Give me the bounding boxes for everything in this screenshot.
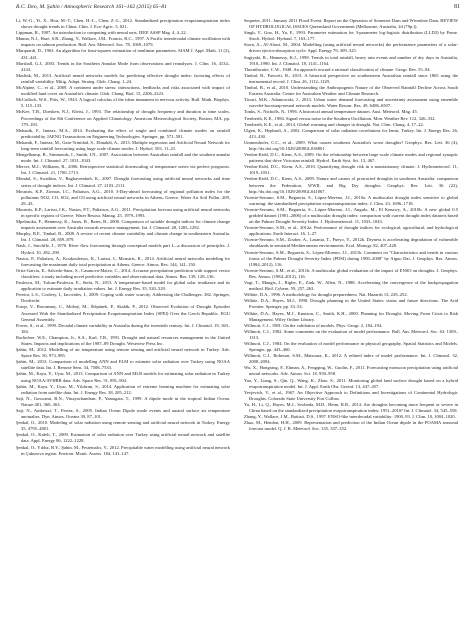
- reference-entry: Verdon-Kidd, D.C., Kiem, A.S., 2010. Quantifying drought risk in a nonstationary climate. J. Hydrometeorol. 11, 1019–1031.: [244, 164, 458, 176]
- references-column-right: [244, 18, 458, 626]
- reference-entry: Wilhite, D.A., 1996. A methodology for drought preparedness. Nat. Hazards 13, 229–252.: [244, 292, 408, 298]
- reference-entry: Trenberth, K.E., 1984. Signal versus noise in the Southern Oscillation. Mon. Weather Rev. 112, 326–332.: [244, 115, 436, 121]
- page-number: 81: [454, 4, 460, 10]
- reference-entry: Singh, V., Guo, H., Yu, F., 1993. Parameter estimation for 3-parameter log-logistic distribution (LLD3) by Pome. Stoch. Hydrol. Hydraul. 7, 163–177.: [244, 30, 458, 42]
- reference-entry: Vicente-Serrano, S.M., et al., 2012a. Performance of drought indices for ecological, agricultural, and hydrological applications. Earth Interact. 16, 1–27.: [244, 225, 458, 237]
- reference-entry: Vicente-Serrano, S.M., Beguería, S., López-Moreno, J.I., 2010a. A multiscalar drought index sensitive to global warming: the standardized precipitation evapotranspiration index. J. Clim. 23, 1696–1718.: [244, 194, 458, 206]
- reference-entry: Manna, N.J., Hare, S.R., Zhang, Y., Wallace, J.M., Francis, R.C., 1997. A Pacific interdecadal climate oscillation with impacts on salmon production. Bull. Am. Meteorol. Soc. 78, 1069–1079.: [16, 36, 230, 48]
- reference-entry: Şahin, M., 2013. Comparison of modelling ANN and ELM to estimate solar radiation over Turkey using NOAA satellite data. Int. J. Remote Sens. 34, 7508–7533.: [16, 359, 230, 371]
- reference-entry: Li, W.-G., Yi, X., Hou, M.-T., Chen, H.-L., Chen, Z.-L., 2012. Standardized precipitation evapotranspiration index shows drought trends in China. Chin. J. Eco-Agric. 5, 021.: [16, 18, 230, 30]
- reference-entry: Marshall, G.J., 2003. Trends in the Southern Annular Mode from observations and reanalyses. J. Clim. 16, 4134–4143.: [16, 60, 230, 72]
- reference-entry: Moustris, K.P., Larissi, I.K., Nastos, P.T., Paliatsos, A.G., 2011. Precipitation forecast using artificial neural networks in specific regions of Greece. Water Resour. Manag. 25, 1979–1993.: [16, 206, 230, 218]
- reference-entry: Maslink, M., 2013. Artificial neural networks models for predicting effective drought index: factoring effects of rainfall variability. Mitig. Adapt. Strateg. Glob. Chang. 1–24.: [16, 72, 230, 84]
- reference-entry: Mercer, M.J., Williams, R., 2006. Retrospective statistical downscaling of temperature series via perfect prognosis. Int. J. Climatol. 21, 1700–1713.: [16, 164, 230, 176]
- reference-entry: Marquardt, D., 1963. An algorithm for least-squares estimation of nonlinear parameters. SIAM J. Appl. Math. 11 (2), 431–441.: [16, 48, 230, 60]
- reference-entry: Şenkal, O., 2010. Modeling of solar radiation using remote sensing and artificial neural network in Turkey. Energy 35, 4795–4801.: [16, 420, 230, 432]
- reference-entry: Yao, Y., Liang, S., Qin, Q., Wang, K., Zhao, S., 2011. Monitoring global land surface drought based on a hybrid evapotranspiration model. Int. J. Appl. Earth Obs. Geoinf. 13, 447–457.: [244, 377, 458, 389]
- reference-entry: Wilhite, D.A., Hayes, M.J., 1998. Drought planning in the United States: status and future directions. The Arid Frontier. Springer, pp. 33–54.: [244, 298, 458, 310]
- reference-entry: Şahin, M., 2012. Modelling of air temperature using remote sensing and artificial neural network in Turkey. Adv. Space Res. 50, 973–985.: [16, 347, 230, 359]
- reference-entry: Power, S., et al., 1999. Decadal climate variability in Australia during the twentieth century. Int. J. Climatol. 19, 169–184.: [16, 322, 230, 334]
- reference-entry: Ummenhofer, C.C., et al., 2009. What causes southeast Australia's worst droughts? Geophys. Res. Lett. 36 (4), http://dx.doi.org/10.1029/2008GL036801.: [244, 139, 458, 151]
- page-header: [0, 0, 474, 18]
- running-head: R.C. Deo, M. Şahin / Atmospheric Research 161–162 (2015) 65–81: [16, 4, 167, 10]
- reference-entry: Mekanik, F., Imteaz, M., Gato-Trinidad, S., Elmahdi, A., 2013. Multiple regression and Artificial Neural Network for long-term rainfall forecasting using large scale climate modes. J. Hydrol. 503, 11–21.: [16, 139, 230, 151]
- reference-entry: Trenberth, K.E., et al., 2014. Global warming and changes in drought. Nat. Clim. Chang. 4, 17–22.: [244, 121, 424, 127]
- reference-entry: McAlpine, C., et al., 2009. A continent under stress: interactions, feedbacks and risks associated with impact of modified land cover on Australia's climate. Glob. Chang. Biol. 15, 2206–2223.: [16, 85, 230, 97]
- reference-entry: Thornthwaite, C.W., 1948. An approach toward a rational classification of climate. Geogr. Rev. 55–94.: [244, 66, 431, 72]
- reference-entry: Şenkal, O., Kuleli, T., 2009. Estimation of solar radiation over Turkey using artificial neural network and satellite data. Appl. Energy 86, 1222–1228.: [16, 432, 230, 444]
- reference-entry: Lippman, R., 1987. An introduction to computing with neural nets. IEEE ASSP Mag. 4, 4–22.: [16, 30, 187, 36]
- reference-entry: Timbal, B., et al., 2010. Understanding the Anthropogenic Nature of the Observed Rainfall Decline Across South Eastern Australia. Centre for Australian Weather and Climate Research.: [244, 85, 458, 97]
- reference-entry: Saji, N., Ambrizzi, T., Ferraz, S., 2005. Indian Ocean Dipole mode events and austral surface air temperature anomalies. Dyn. Atmos. Oceans 39, 87–101.: [16, 408, 230, 420]
- reference-entry: Rorhofere, W.E., Champion, Jr., S.A., Karl, T.R., 1991. Drought and natural resources management in the United States. Impacts and implications of the 1987–89 Drought. Westview Press Inc.: [16, 334, 230, 346]
- reference-entry: Zhang, Y., Wallace, J.M., Battisti, D.S., 1997. ENSO-like interdecadal variability: 1900–93. J. Clim. 10, 1004–1020.: [244, 414, 456, 420]
- reference-entry: Vogt, T., Mangis, J., Rigler, E., Zink, W., Allen, N., 1988. Accelerating the convergence of the backpropagation method. Biol. Cybern. 59, 257–263.: [244, 280, 458, 292]
- reference-entry: Storn, A., Al-Alawi, M., 2004. Modelling (using artificial neural networks) the performance parameters of a solar-driven ejector-absorption cycle. Appl. Energy 79, 309–325.: [244, 42, 458, 54]
- reference-entry: Wu, X., Hongxing, F., Ehman, A., Fengqing, W., Guolin, F., 2011. Forecasting monsoon precipitation using artificial neural networks. Adv. Atmos. Sci. 18, 950–958.: [244, 365, 458, 377]
- reference-entry: Pereira, L.S., Cordery, I., Iacovides, I., 2009. Coping with water scarcity. Addressing the Challenges. 382. Springer, Dordrecht.: [16, 292, 230, 304]
- reference-entry: Willmott, C.J., 1981. On the validation of models. Phys. Geogr. 2, 184–194.: [244, 322, 383, 328]
- reference-entry: Willmott, C.J., Robeson, S.M., Matsuura, K., 2012. A refined index of model performance. Int. J. Climatol. 32, 2088–2094.: [244, 353, 458, 365]
- reference-entry: Vicente-Serrano, S.M., Beguería, S., López-Moreno, J.I., 2011b. Comment on "Characteristics and trends in various forms of the Palmer Drought Severity Index (PDSI) during 1900–2008" by Aiguo Dai. J. Geophys. Res. Atmos. (1984–2012), 116.: [244, 249, 458, 267]
- reference-entry: Murphy, B.F., Timbal, B., 2008. A review of recent climate variability and climate change in southeastern Australia. Int. J. Climatol. 28, 859–879.: [16, 231, 230, 243]
- reference-entry: Mengelkamp, B., Simmonds, I., Smith, I.N., 2007. Association between Australian rainfall and the southern annular mode. Int. J. Climatol. 27, 1031–1043.: [16, 152, 230, 164]
- reference-entry: Yu, H., Li, Q., Hayes, M.J., Svoboda, M.D., Heim, R.R., 2014. Are droughts becoming more frequent or severe in China based on the standardized precipitation evapotranspiration index: 1951–2010? Int. J. Climatol. 34, 545–558.: [244, 401, 458, 413]
- reference-entry: Willmott, C.J., 1984. On the evaluation of model performance in physical geography. Spatial Statistics and Models. Springer, pp. 443–460.: [244, 340, 458, 353]
- reference-entry: Verdon-Kidd, D.C., Kiem, A.S., 2009. Nature and causes of protracted droughts in southeast Australia: comparison between the Federation, WWII, and Big Dry droughts. Geophys. Res. Lett. 36 (22), http://dx.doi.org/10.1029/2009GL041067.: [244, 176, 458, 194]
- reference-entry: Mondal, S., Swathim, V., Raghavendarh, K., 2007. Drought forecasting using artificial neural networks and time series of drought indices. Int. J. Climatol. 27, 2103–2111.: [16, 176, 230, 188]
- reference-entry: Vicente-Serrano, S.M., et al., 2011b. A multiscalar global evaluation of the impact of ENSO on droughts. J. Geophys. Res. Atmos. (1984–2012), 116.: [244, 267, 458, 279]
- reference-entry: Timbal, B., Fawcett, R., 2013. A historical perspective on southeastern Australian rainfall since 1865 using the instrumental record. J. Clim. 26, 1112–1129.: [244, 72, 458, 84]
- reference-entry: Willmott, C.J., 1982. Some comments on the evaluation of model performance. Bull. Am. Meteorol. Soc. 63, 1309–1313.: [244, 328, 458, 340]
- reference-entry: Tiwari, M.K., Adamowski, J., 2013. Urban water demand forecasting and uncertainty assessment using ensemble wavelet-bootstrap-neural network models. Water Resour. Res. 49, 6486–6507.: [244, 97, 458, 109]
- reference-entry: Sequeter, 2011. January 2011 Flood Event: Report on the Operation of Somerset Dam and Wivenhoe Dam. REVIEW OF HYDROLOGICAL ISSUES Queensland Government (Melbourne, Australia, 2d (79p.)).: [244, 18, 458, 30]
- reference-entry: Mekanik, F., Imteaz, M.A., 2014. Evaluating the effect of single and combined climate modes on rainfall predictability. IAENG Transactions on Engineering Technologies. Springer, pp. 571–581.: [16, 127, 230, 139]
- reference-entry: Şenkal, O., Yıldız, B.Y., Şahin, M., Pestemalcı, V., 2012. Precipitable water modelling using artificial neural network in Çukurova region. Environ. Monit. Assess. 184, 141–147.: [16, 444, 230, 456]
- reference-entry: Verdon-Kidd, D.C., Kiem, A.S., 2009. On the relationship between large-scale climate modes and regional synoptic patterns that drive Victorian rainfall. Hydrol. Earth Syst. Sci. 13, 467.: [244, 152, 458, 164]
- reference-entry: Sugiyaki, R., Hennessy, K.J., 1998. Trends in total rainfall, heavy rain events and number of dry days in Australia, 1910–1990. Int. J. Climatol. 18, 1141–1164.: [244, 54, 458, 66]
- reference-entry: Moustris, K.P., Ziomas, I.C., Paliatsos, A.G., 2010. 3-Day-ahead forecasting of regional pollution index for the pollutants NO2, CO, SO2, and O3 using artificial neural networks in Athens, Greece. Water Air Soil Pollut. 209, 29–43.: [16, 188, 230, 206]
- references-column-left: [16, 18, 230, 626]
- reference-entry: Potop, V., Boroneanț, C., Možný, M., Štěpánek, P., Skalák, P., 2012. Observed Evolution of Drought Episodes Assessed With the Standardized Precipitation Evapotranspiration Index (SPEI) Over the Czech Republic. EGU General Assembly.: [16, 304, 230, 322]
- reference-entry: Paulescu, M., Tulcan-Paulescu, E., Stefu, N., 2013. A temperature-based model for global solar irradiance and its application to estimate daily irradiation values. Int. J. Energy Res. 35, 520–529.: [16, 280, 230, 292]
- reference-entry: Vicente-Serrano, S.M., Beguería, S., López-Moreno, J.I., Angulo, M., El Kenawy, A., 2010b. A new global 0.5 gridded dataset (1901–2006) of a multiscalar drought index: comparison with current drought index datasets based on the Palmer Drought Severity Index. J. Hydrometeorol. 11, 1033–1043.: [244, 206, 458, 225]
- reference-entry: Tonks, S., Nicholls, N., 1996. A historical annual temperature dataset. Aust. Meteorol. Mag. 45.: [244, 109, 418, 115]
- reference-entry: Wilhite, D.A., Hayes, M.J., Knutson, C., Smith, K.H., 2000. Planning for Drought: Moving From Crisis to Risk Management. Wiley Online Library.: [244, 310, 458, 322]
- reference-entry: Saji, N., Goswami, B.N., Vinayachandran, P., Yamagata, T., 1999. A dipole mode in the tropical Indian Ocean. Nature 401, 360–363.: [16, 395, 230, 407]
- reference-entry: Şahin, M., Kaya, Y., Uyar, M., 2013. Comparison of ANN and MLR models for estimating solar radiation in Turkey using NOAA/AVHRR data. Adv. Space Res. 51, 891–904.: [16, 371, 230, 383]
- reference-entry: Ortiz-García, E., Salcedo-Sanz, S., Casanova-Mateo, C., 2014. Accurate precipitation prediction with support vector classifiers: a study including novel predictive variables and observational data. Atmos. Res. 139, 128–136.: [16, 267, 230, 279]
- reference-entry: Şahin, M., Kaya, Y., Uyar, M., Yıldırım, S., 2014. Application of extreme learning machine for estimating solar radiation from satellite data. Int. J. Energy Res. 38, 205–212.: [16, 383, 230, 395]
- reference-entry: Yevjevich, V., et al., 1967. An Objective Approach to Definitions and Investigations of Continental Hydrologic Droughts. Colorado State University Fort Collins.: [244, 389, 458, 401]
- reference-entry: Zhao, M., Hendon, H.H., 2009. Representation and prediction of the Indian Ocean dipole in the POAMA seasonal forecast model. Q. J. R. Meteorol. Soc. 135, 337–352.: [244, 420, 458, 432]
- reference-entry: Ulgen, K., Hepbasli, A., 2002. Comparison of solar radiation correlations for Izmir, Turkey. Int. J. Energy Res. 26, 413–430.: [244, 127, 458, 139]
- reference-entry: Nastos, P., Paliatsos, A., Koukouletsos, K., Larissi, I., Moustris, K., 2014. Artificial neural networks modeling for forecasting the maximum daily total precipitation at Athens, Greece. Atmos. Res. 144, 141–150.: [16, 255, 230, 267]
- reference-entry: McCulloch, W.S., Pitts, W., 1943. A logical calculus of the ideas immanent in nervous activity. Bull. Math. Biophys. 5, 115–133.: [16, 97, 230, 109]
- reference-entry: Nash, J., Sutcliffe, J., 1970. River flow forecasting through conceptual models part I—a discussion of principles. J. Hydrol. 10, 282–290.: [16, 243, 230, 255]
- reference-entry: Vicente-Serrano, S.M., Zouber, A., Lasanta, T., Pueyo, Y., 2012b. Dryness is accelerating degradation of vulnerable shrublands in semiarid Mediterranean environments. Ecol. Monogr. 82, 407–428.: [244, 237, 458, 249]
- reference-entry: Mpelasoka, F., Hennessy, K., Jones, R., Bates, B., 2008. Comparison of suitable drought indices for climate change impacts assessment over Australia towards resource management. Int. J. Climatol. 28, 1283–1292.: [16, 219, 230, 231]
- reference-entry: McKee, T.B., Doesken, N.J., Kleist, J., 1993. The relationship of drought frequency and duration to time scales. Proceedings of the 8th Conference on Applied Climatology. American Meteorological Society, Boston, MA, pp. 179–183.: [16, 109, 230, 127]
